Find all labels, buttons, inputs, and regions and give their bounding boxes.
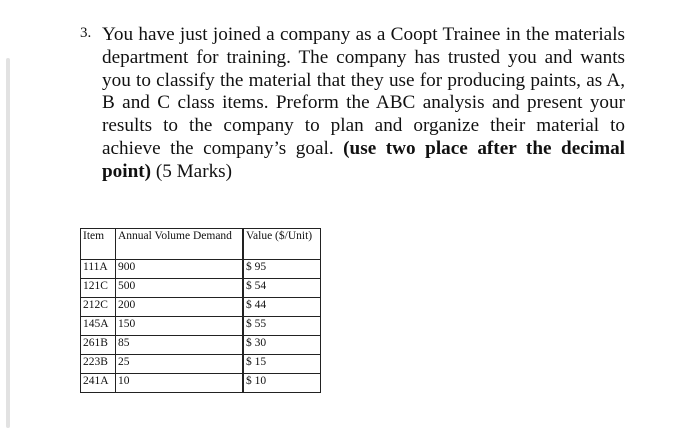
cell-demand: 200 [116,298,243,317]
cell-demand: 10 [116,374,243,393]
question-instruction: (use two place after the decimal point) [102,137,625,182]
table-row [81,260,321,279]
cell-value: $ 95 [244,260,321,279]
table-row [81,298,321,317]
question-body: You have just joined a company as a Coopt Trainee in the materials department for training. The company has trusted you and wants you to classify the material that they use for producing paints, as A, B and C class items. Preform the ABC analysis and present your results to the company to plan and organize their material to achieve the company’s goal. [102,24,625,159]
cell-item: 223B [81,355,116,374]
page-left-edge [6,58,10,428]
table-row [81,336,321,355]
question-marks: (5 Marks) [155,160,233,182]
cell-demand: 25 [116,355,243,374]
cell-value: $ 30 [244,336,321,355]
cell-item: 145A [81,317,116,336]
table-body [81,229,321,393]
cell-demand: 150 [116,317,243,336]
cell-value: $ 55 [244,317,321,336]
question-number: 3. [80,25,92,41]
table-row [81,355,321,374]
table-row [81,279,321,298]
header-demand: Annual Volume Demand [116,229,243,260]
header-item: Item [81,229,116,260]
cell-value: $ 44 [244,298,321,317]
cell-item: 121C [81,279,116,298]
table-row [81,374,321,393]
cell-item: 111A [81,260,116,279]
header-value: Value ($/Unit) [244,229,321,260]
cell-demand: 85 [116,336,243,355]
question-block [80,24,625,184]
cell-item: 241A [81,374,116,393]
abc-data-table [80,228,321,393]
cell-value: $ 54 [244,279,321,298]
cell-value: $ 10 [244,374,321,393]
table-row [81,317,321,336]
cell-demand: 900 [116,260,243,279]
question-text [102,24,625,184]
cell-item: 261B [81,336,116,355]
cell-item: 212C [81,298,116,317]
cell-value: $ 15 [244,355,321,374]
table-header-row [81,229,321,260]
cell-demand: 500 [116,279,243,298]
